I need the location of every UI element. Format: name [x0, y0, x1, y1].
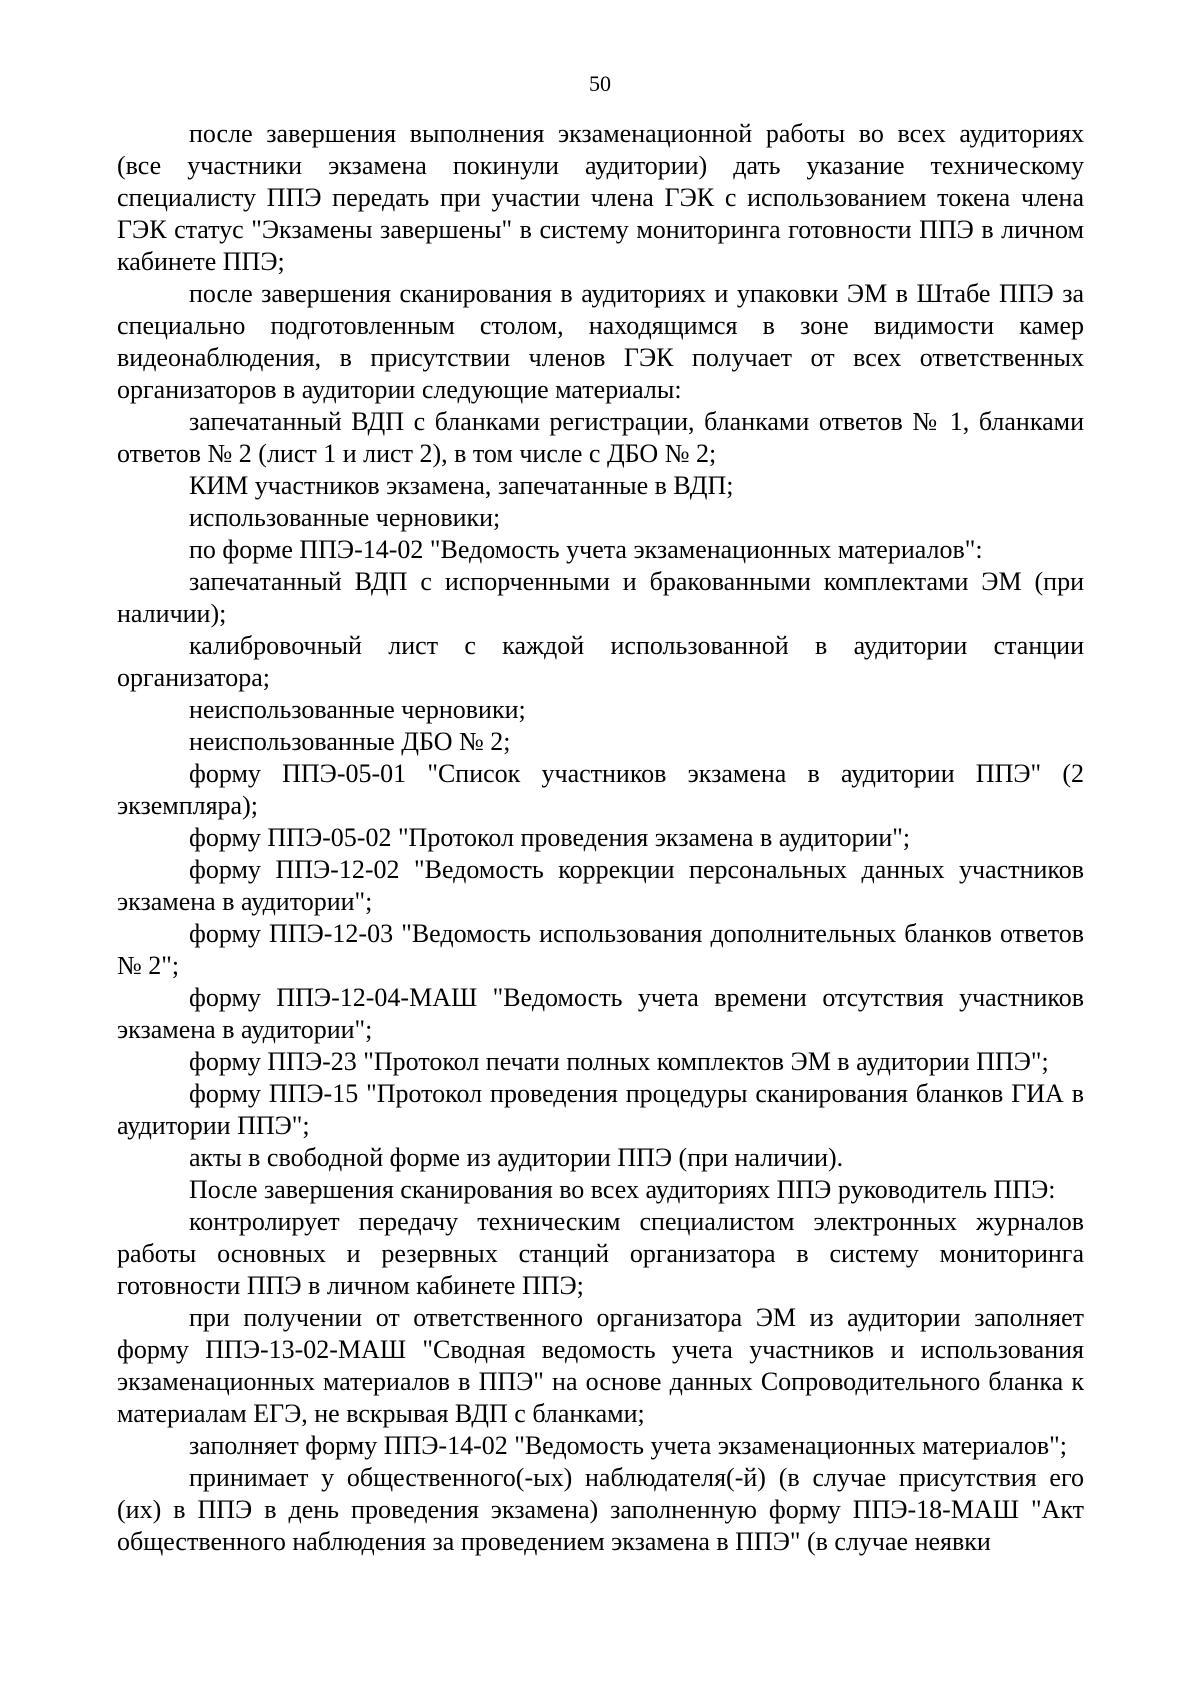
paragraph: После завершения сканирования во всех аудиториях ППЭ руководитель ППЭ: — [189, 1175, 1056, 1204]
paragraph: форму ППЭ-15 "Протокол проведения процедуры сканирования бланков ГИА в аудитории ППЭ"; — [117, 1079, 1084, 1140]
paragraph: форму ППЭ-23 "Протокол печати полных комплектов ЭМ в аудитории ППЭ"; — [189, 1047, 1049, 1076]
paragraph: запечатанный ВДП с бланками регистрации, бланками ответов № 1, бланками ответов № 2 (лист 1 и лист 2), в том числе с ДБО № 2; — [117, 407, 1084, 468]
paragraph: акты в свободной форме из аудитории ППЭ (при наличии). — [189, 1143, 844, 1172]
paragraph: форму ППЭ-12-02 "Ведомость коррекции персональных данных участников экзамена в аудитории"; — [117, 855, 1084, 916]
paragraph: использованные черновики; — [189, 503, 501, 532]
paragraph: неиспользованные ДБО № 2; — [189, 727, 511, 756]
document-body — [117, 118, 1084, 1558]
paragraph: запечатанный ВДП с испорченными и бракованными комплектами ЭМ (при наличии); — [117, 567, 1084, 628]
paragraph: КИМ участников экзамена, запечатанные в ВДП; — [189, 471, 734, 500]
page-number: 50 — [589, 71, 611, 96]
paragraph: форму ППЭ-12-03 "Ведомость использования дополнительных бланков ответов № 2"; — [117, 919, 1084, 980]
paragraph: форму ППЭ-12-04-МАШ "Ведомость учета времени отсутствия участников экзамена в аудитории"; — [117, 983, 1084, 1044]
paragraph: после завершения выполнения экзаменационной работы во всех аудиториях (все участники экзамена покинули аудитории) дать указание техническому специалисту ППЭ передать при участии члена ГЭК с использованием токена члена ГЭК статус "Экзамены завершены" в систему мониторинга готовности ППЭ в личном кабинете ППЭ; — [117, 119, 1084, 276]
paragraph: после завершения сканирования в аудиториях и упаковки ЭМ в Штабе ППЭ за специально подготовленным столом, находящимся в зоне видимости камер видеонаблюдения, в присутствии членов ГЭК получает от всех ответственных организаторов в аудитории следующие материалы: — [117, 279, 1084, 404]
paragraph: принимает у общественного(-ых) наблюдателя(-й) (в случае присутствия его (их) в ППЭ в день проведения экзамена) заполненную форму ППЭ-18-МАШ "Акт общественного наблюдения за проведением экзамена в ППЭ" (в случае неявки — [117, 1463, 1084, 1556]
paragraph: калибровочный лист с каждой использованной в аудитории станции организатора; — [117, 631, 1084, 692]
paragraph: при получении от ответственного организатора ЭМ из аудитории заполняет форму ППЭ-13-02-МАШ "Сводная ведомость учета участников и использования экзаменационных материалов в ППЭ" на основе данных Сопроводительного бланка к материалам ЕГЭ, не вскрывая ВДП с бланками; — [117, 1303, 1084, 1428]
paragraph: неиспользованные черновики; — [189, 695, 526, 724]
paragraph: заполняет форму ППЭ-14-02 "Ведомость учета экзаменационных материалов"; — [189, 1431, 1067, 1460]
paragraph: контролирует передачу техническим специалистом электронных журналов работы основных и резервных станций организатора в систему мониторинга готовности ППЭ в личном кабинете ППЭ; — [117, 1207, 1084, 1300]
paragraph: форму ППЭ-05-02 "Протокол проведения экзамена в аудитории"; — [189, 823, 911, 852]
paragraph: форму ППЭ-05-01 "Список участников экзамена в аудитории ППЭ" (2 экземпляра); — [117, 759, 1084, 820]
paragraph: по форме ППЭ-14-02 "Ведомость учета экзаменационных материалов": — [189, 535, 983, 564]
